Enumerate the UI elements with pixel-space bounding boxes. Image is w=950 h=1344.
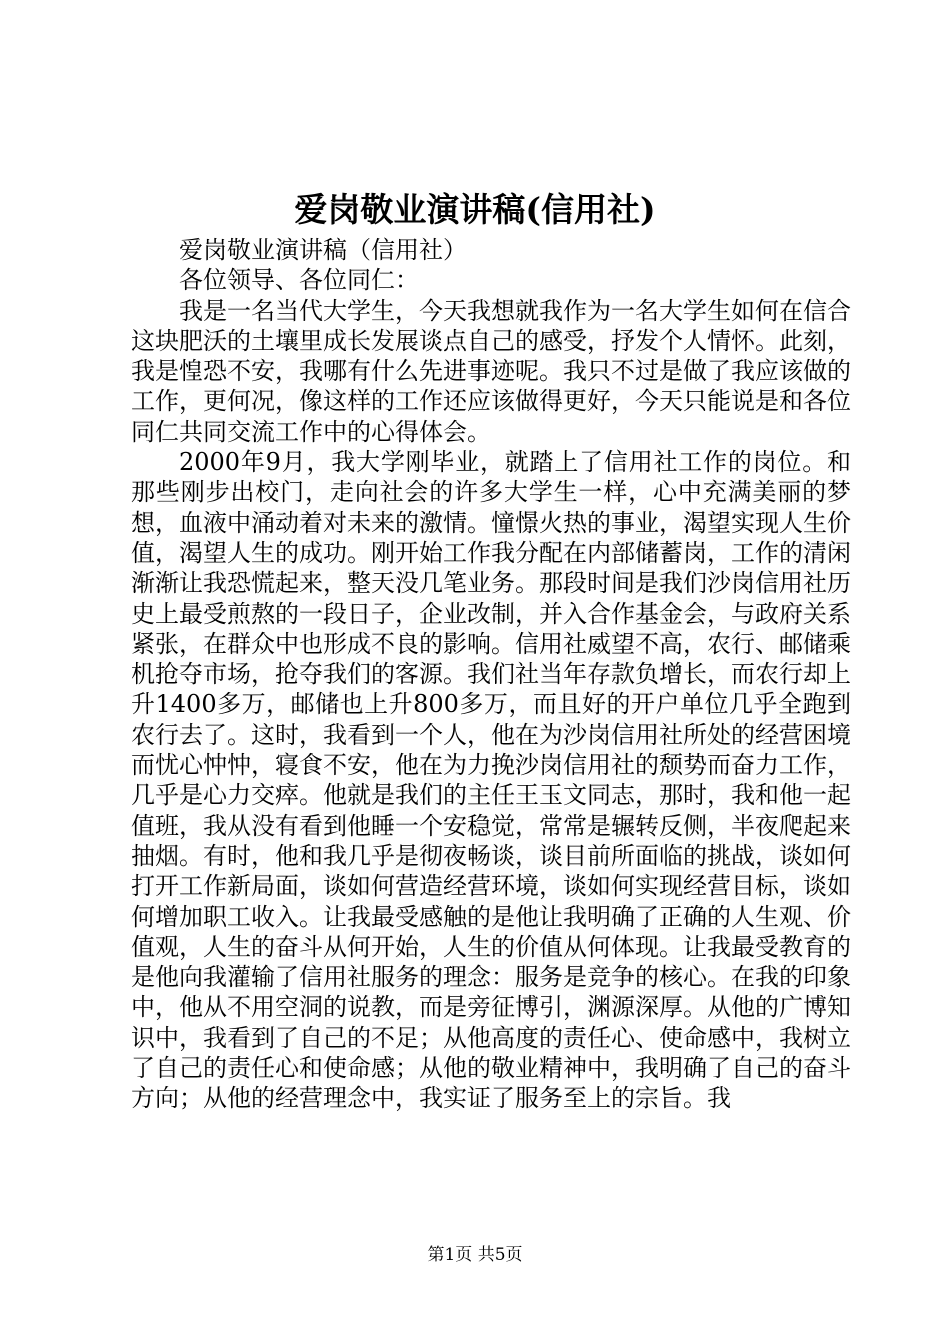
paragraph-intro: 我是一名当代大学生，今天我想就我作为一名大学生如何在信合这块肥沃的土壤里成长发展谈点自己的感受，抒发个人情怀。此刻，我是惶恐不安，我哪有什么先进事迹呢。我只不过是做了我应该做的工作，更何况，像这样的工作还应该做得更好，今天只能说是和各位同仁共同交流工作中的心得体会。 bbox=[131, 296, 851, 446]
document-body bbox=[131, 235, 851, 1114]
paragraph-salutation: 各位领导、各位同仁： bbox=[179, 266, 419, 295]
paragraph-subtitle: 爱岗敬业演讲稿（信用社） bbox=[179, 236, 467, 264]
paragraph-story: 2000年9月，我大学刚毕业，就踏上了信用社工作的岗位。和那些刚步出校门，走向社会的许多大学生一样，心中充满美丽的梦想，血液中涌动着对未来的激情。憧憬火热的事业，渴望实现人生价值，渴望人生的成功。刚开始工作我分配在内部储蓄岗，工作的清闲渐渐让我恐慌起来，整天没几笔业务。那段时间是我们沙岗信用社历史上最受煎熬的一段日子，企业改制，并入合作基金会，与政府关系紧张，在群众中也形成不良的影响。信用社威望不高，农行、邮储乘机抢夺市场，抢夺我们的客源。我们社当年存款负增长，而农行却上升1400多万，邮储也上升800多万，而且好的开户单位几乎全跑到农行去了。这时，我看到一个人，他在为沙岗信用社所处的经营困境而忧心忡忡，寝食不安，他在为力挽沙岗信用社的颓势而奋力工作，几乎是心力交瘁。他就是我们的主任王玉文同志，那时，我和他一起值班，我从没有看到他睡一个安稳觉，常常是辗转反侧，半夜爬起来抽烟。有时，他和我几乎是彻夜畅谈，谈目前所面临的挑战，谈如何打开工作新局面，谈如何营造经营环境，谈如何实现经营目标，谈如何增加职工收入。让我最受感触的是他让我明确了正确的人生观、价值观，人生的奋斗从何开始，人生的价值从何体现。让我最受教育的是他向我灌输了信用社服务的理念：服务是竞争的核心。在我的印象中，他从不用空洞的说教，而是旁征博引，渊源深厚。从他的广博知识中，我看到了自己的不足；从他高度的责任心、使命感中，我树立了自己的责任心和使命感；从他的敬业精神中，我明确了自己的奋斗方向；从他的经营理念中，我实证了服务至上的宗旨。我 bbox=[131, 448, 851, 1113]
page-number-footer: 第1页 共5页 bbox=[427, 1245, 523, 1265]
document-title: 爱岗敬业演讲稿(信用社) bbox=[294, 190, 656, 229]
